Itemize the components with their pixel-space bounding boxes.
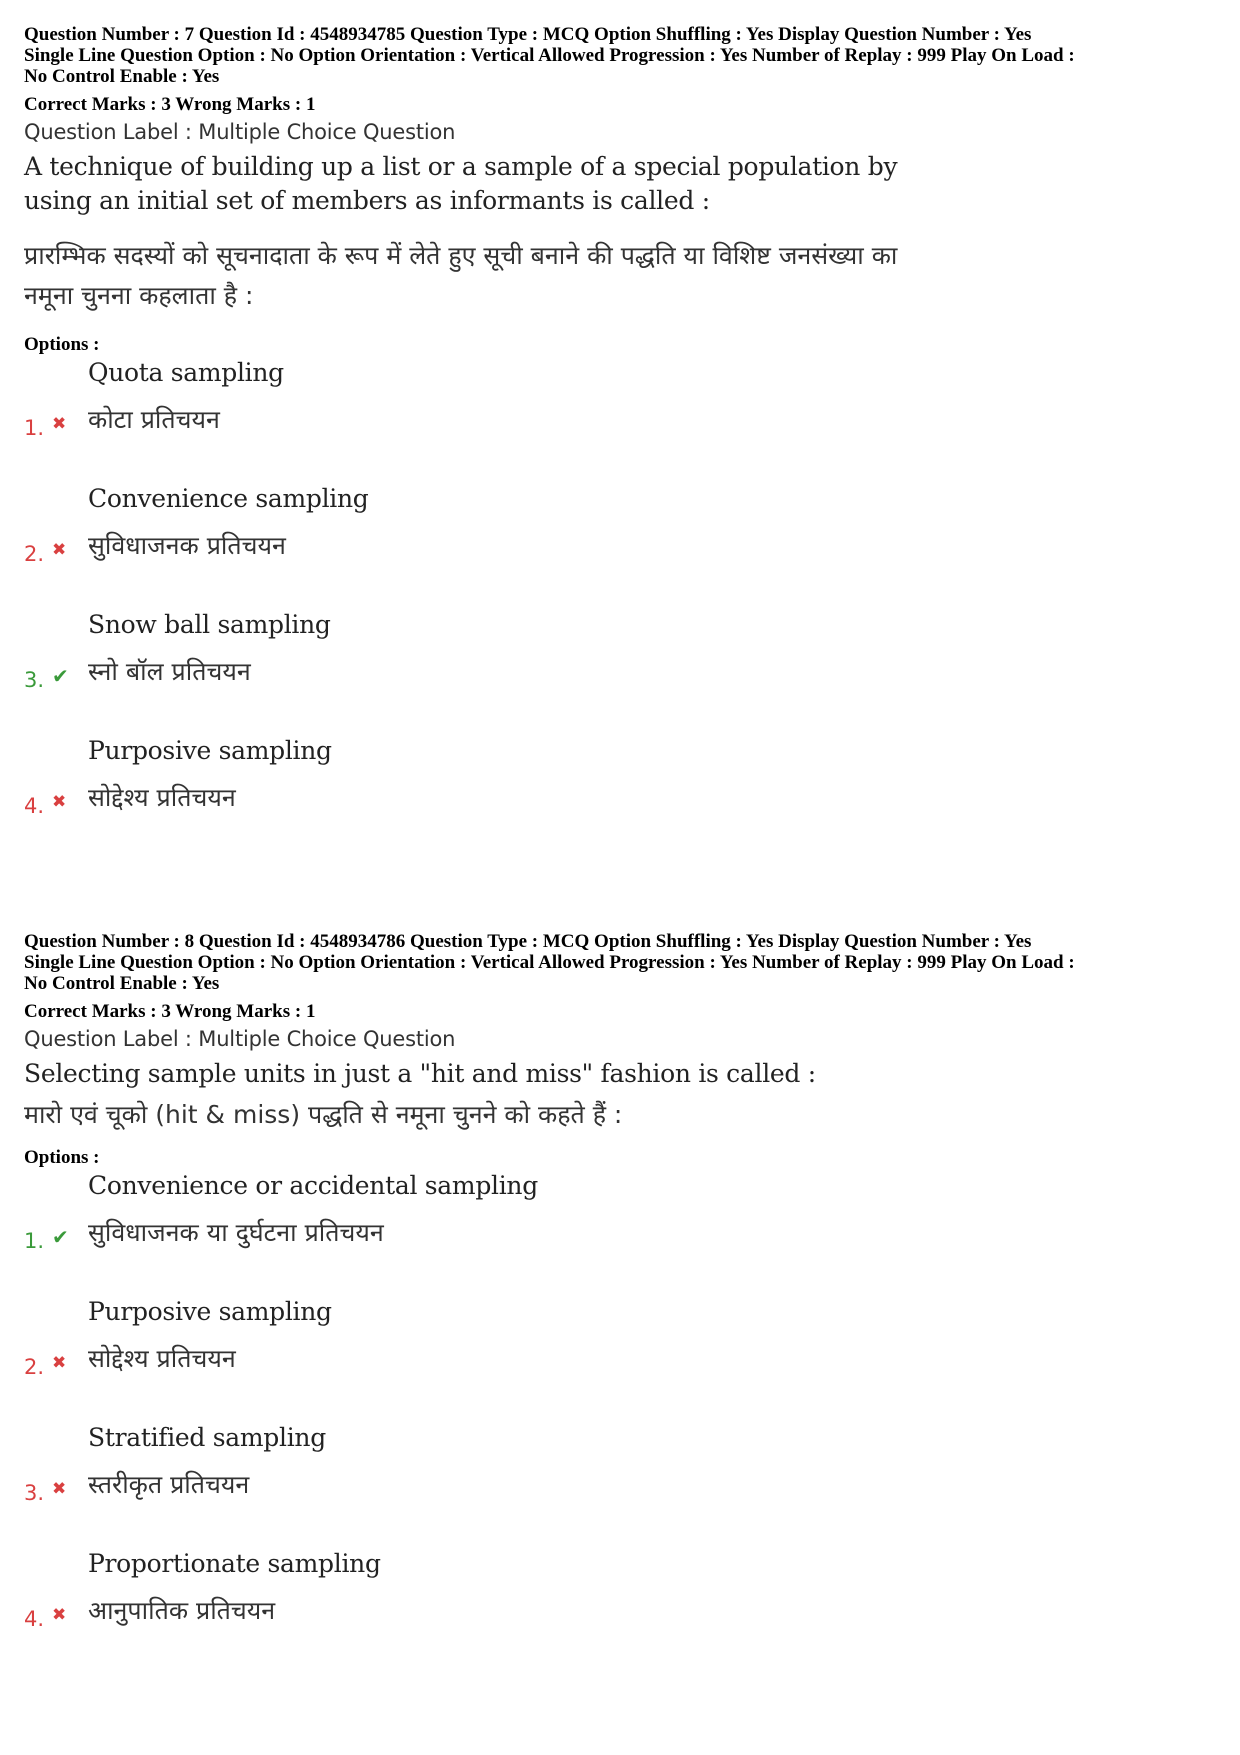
question-meta-line: Single Line Question Option : No Option Orientation : Vertical Allowed Progression : Yes Number of Replay : 999 Play On Load :	[24, 45, 1075, 66]
option-4	[24, 734, 1224, 860]
option-text-english: Purposive sampling	[88, 1297, 332, 1326]
question-meta-line: Question Number : 7 Question Id : 4548934785 Question Type : MCQ Option Shuffling : Yes Display Question Number : Yes	[24, 24, 1032, 45]
cross-icon: ✖	[52, 1479, 67, 1499]
cross-icon: ✖	[52, 1353, 67, 1373]
option-number: 3.	[24, 1481, 45, 1505]
option-text-hindi: सोद्देश्य प्रतिचयन	[88, 1344, 236, 1373]
marks-info: Correct Marks : 3 Wrong Marks : 1	[24, 94, 316, 115]
question-label: Question Label : Multiple Choice Question	[24, 1027, 456, 1051]
option-text-hindi: सोद्देश्य प्रतिचयन	[88, 783, 236, 812]
option-2	[24, 1295, 1224, 1421]
cross-icon: ✖	[52, 414, 67, 434]
option-number: 1.	[24, 1229, 45, 1253]
question-text-hindi: मारो एवं चूको (hit & miss) पद्धति से नमूना चुनने को कहते हैं :	[24, 1100, 623, 1129]
option-text-hindi: सुविधाजनक या दुर्घटना प्रतिचयन	[88, 1218, 384, 1247]
option-number: 2.	[24, 1355, 45, 1379]
option-text-english: Purposive sampling	[88, 736, 332, 765]
question-text-english: A technique of building up a list or a sample of a special population by using an initial set of members as informants is called :	[24, 152, 898, 215]
option-number: 1.	[24, 416, 45, 440]
option-number: 3.	[24, 668, 45, 692]
option-text-english: Convenience sampling	[88, 484, 369, 513]
option-number: 4.	[24, 1607, 45, 1631]
option-text-english: Stratified sampling	[88, 1423, 326, 1452]
option-3	[24, 608, 1224, 734]
options-label: Options :	[24, 334, 100, 355]
option-text-english: Snow ball sampling	[88, 610, 331, 639]
question-text-hindi: प्रारम्भिक सदस्यों को सूचनादाता के रूप में लेते हुए सूची बनाने की पद्धति या विशिष्ट जनसंख्या का नमूना चुनना कहलाता है :	[24, 241, 898, 310]
question-meta-line: No Control Enable : Yes	[24, 973, 220, 994]
option-4	[24, 1547, 1224, 1673]
option-number: 4.	[24, 794, 45, 818]
option-3	[24, 1421, 1224, 1547]
options-label: Options :	[24, 1147, 100, 1168]
question-block	[24, 24, 1224, 860]
check-icon: ✔	[52, 664, 69, 688]
question-meta-line: Question Number : 8 Question Id : 4548934786 Question Type : MCQ Option Shuffling : Yes Display Question Number : Yes	[24, 931, 1032, 952]
option-text-hindi: कोटा प्रतिचयन	[88, 405, 220, 434]
option-text-hindi: स्नो बॉल प्रतिचयन	[88, 657, 251, 686]
option-text-hindi: आनुपातिक प्रतिचयन	[88, 1596, 276, 1625]
question-block	[24, 931, 1224, 1673]
option-1	[24, 1169, 1224, 1295]
question-meta-line: No Control Enable : Yes	[24, 66, 220, 87]
option-text-hindi: सुविधाजनक प्रतिचयन	[88, 531, 286, 560]
option-text-english: Proportionate sampling	[88, 1549, 381, 1578]
question-meta-line: Single Line Question Option : No Option Orientation : Vertical Allowed Progression : Yes Number of Replay : 999 Play On Load :	[24, 952, 1075, 973]
option-text-hindi: स्तरीकृत प्रतिचयन	[88, 1470, 250, 1499]
check-icon: ✔	[52, 1225, 69, 1249]
question-label: Question Label : Multiple Choice Question	[24, 120, 456, 144]
marks-info: Correct Marks : 3 Wrong Marks : 1	[24, 1001, 316, 1022]
cross-icon: ✖	[52, 540, 67, 560]
option-2	[24, 482, 1224, 608]
option-text-english: Convenience or accidental sampling	[88, 1171, 538, 1200]
cross-icon: ✖	[52, 1605, 67, 1625]
option-number: 2.	[24, 542, 45, 566]
option-1	[24, 356, 1224, 482]
question-text-english: Selecting sample units in just a "hit and miss" fashion is called :	[24, 1059, 816, 1088]
option-text-english: Quota sampling	[88, 358, 284, 387]
cross-icon: ✖	[52, 792, 67, 812]
